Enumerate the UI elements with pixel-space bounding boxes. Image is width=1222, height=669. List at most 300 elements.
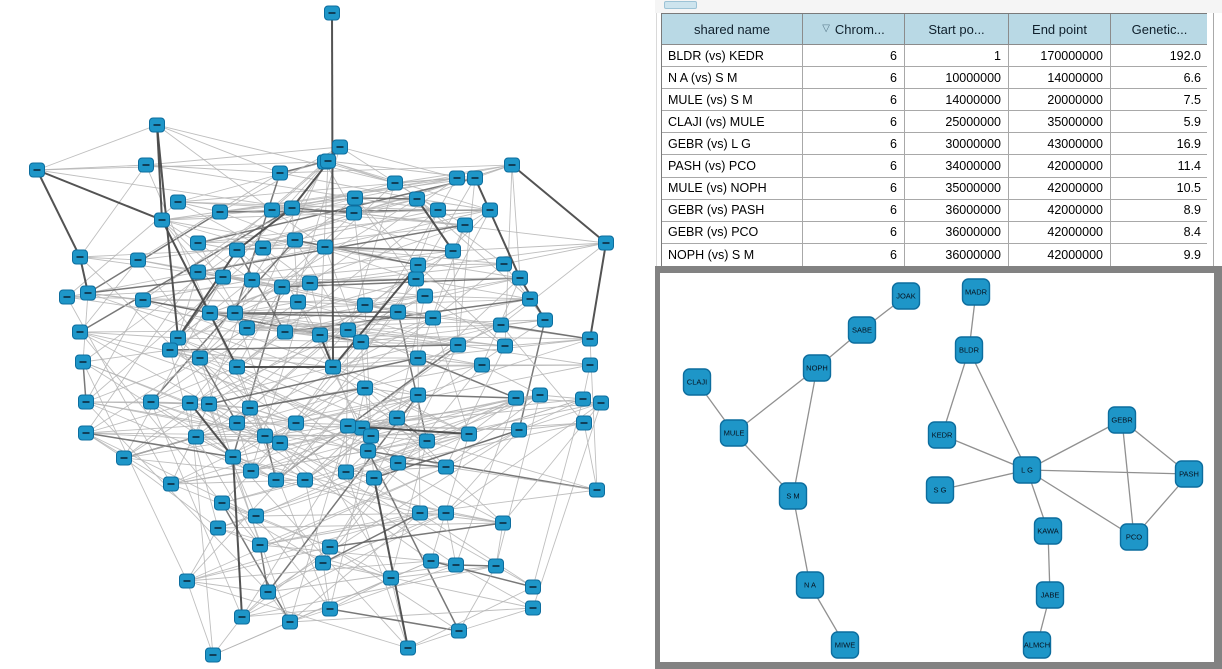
network-node[interactable] bbox=[30, 163, 45, 177]
node-label bbox=[307, 282, 314, 284]
node-label bbox=[230, 456, 237, 458]
node-label bbox=[327, 546, 334, 548]
node-label: PASH bbox=[1179, 469, 1199, 479]
node-label bbox=[317, 334, 324, 336]
subnetwork-panel bbox=[655, 266, 1222, 669]
node-label bbox=[598, 402, 605, 404]
network-node[interactable] bbox=[243, 401, 258, 415]
node-label bbox=[493, 565, 500, 567]
network-node[interactable] bbox=[144, 395, 159, 409]
table-cell[interactable]: 6 bbox=[803, 67, 905, 89]
node-label bbox=[405, 647, 412, 649]
network-node[interactable] bbox=[452, 624, 467, 638]
network-node[interactable] bbox=[275, 280, 290, 294]
node-label bbox=[219, 502, 226, 504]
network-node[interactable] bbox=[278, 325, 293, 339]
network-node[interactable] bbox=[298, 473, 313, 487]
node-label bbox=[509, 164, 516, 166]
network-node-GEBR[interactable] bbox=[1109, 407, 1136, 433]
node-label bbox=[293, 422, 300, 424]
subnetwork-canvas-wrap bbox=[660, 273, 1214, 662]
node-label bbox=[282, 331, 289, 333]
network-node[interactable] bbox=[526, 580, 541, 594]
network-node[interactable] bbox=[468, 171, 483, 185]
node-label bbox=[530, 586, 537, 588]
node-label bbox=[148, 401, 155, 403]
table-cell[interactable]: 11.4 bbox=[1111, 155, 1208, 177]
network-node[interactable] bbox=[439, 460, 454, 474]
node-label bbox=[184, 580, 191, 582]
network-node[interactable] bbox=[367, 471, 382, 485]
network-node[interactable] bbox=[577, 416, 592, 430]
node-label bbox=[415, 394, 422, 396]
network-node[interactable] bbox=[136, 293, 151, 307]
network-node[interactable] bbox=[450, 171, 465, 185]
network-node-KEDR[interactable] bbox=[929, 422, 956, 448]
network-node[interactable] bbox=[139, 158, 154, 172]
table-cell[interactable]: 10000000 bbox=[905, 67, 1009, 89]
network-node[interactable] bbox=[269, 473, 284, 487]
network-node[interactable] bbox=[79, 395, 94, 409]
network-node[interactable] bbox=[411, 351, 426, 365]
network-node[interactable] bbox=[513, 271, 528, 285]
node-label bbox=[292, 239, 299, 241]
node-label bbox=[140, 299, 147, 301]
table-cell[interactable]: 192.0 bbox=[1111, 45, 1208, 67]
table-cell[interactable]: 36000000 bbox=[905, 200, 1009, 222]
gutter-line bbox=[1213, 13, 1214, 266]
node-label bbox=[587, 338, 594, 340]
table-cell[interactable]: N A (vs) S M bbox=[662, 67, 803, 89]
network-node[interactable] bbox=[183, 396, 198, 410]
table-cell[interactable]: 8.9 bbox=[1111, 200, 1208, 222]
network-node[interactable] bbox=[446, 244, 461, 258]
network-node-JOAK[interactable] bbox=[893, 283, 920, 309]
node-label: ALMCH bbox=[1023, 640, 1051, 650]
table-cell[interactable]: 6 bbox=[803, 133, 905, 155]
network-edge-BLDR-L G[interactable] bbox=[969, 350, 1027, 470]
table-cell[interactable]: 36000000 bbox=[905, 222, 1009, 244]
node-label bbox=[345, 425, 352, 427]
network-node[interactable] bbox=[60, 290, 75, 304]
node-label bbox=[537, 394, 544, 396]
network-node-BLDR[interactable] bbox=[956, 337, 983, 363]
network-node[interactable] bbox=[325, 6, 340, 20]
network-node[interactable] bbox=[451, 338, 466, 352]
network-node[interactable] bbox=[526, 601, 541, 615]
node-label bbox=[257, 544, 264, 546]
node-label bbox=[77, 331, 84, 333]
table-cell[interactable]: 42000000 bbox=[1009, 244, 1111, 266]
network-node[interactable] bbox=[253, 538, 268, 552]
network-node[interactable] bbox=[594, 396, 609, 410]
network-node[interactable] bbox=[358, 381, 373, 395]
network-node[interactable] bbox=[333, 140, 348, 154]
node-label bbox=[269, 209, 276, 211]
network-node[interactable] bbox=[150, 118, 165, 132]
network-node[interactable] bbox=[358, 298, 373, 312]
network-node-MIWE[interactable] bbox=[832, 632, 859, 658]
table-cell[interactable]: 6 bbox=[803, 178, 905, 200]
table-cell[interactable]: 35000000 bbox=[1009, 111, 1111, 133]
network-node[interactable] bbox=[211, 521, 226, 535]
network-node[interactable] bbox=[354, 335, 369, 349]
node-label bbox=[413, 278, 420, 280]
node-label bbox=[168, 483, 175, 485]
table-cell[interactable]: 16.9 bbox=[1111, 133, 1208, 155]
network-node[interactable] bbox=[313, 328, 328, 342]
network-node[interactable] bbox=[323, 602, 338, 616]
network-node[interactable] bbox=[341, 323, 356, 337]
network-node[interactable] bbox=[576, 392, 591, 406]
network-node[interactable] bbox=[523, 292, 538, 306]
table-cell[interactable]: 8.4 bbox=[1111, 222, 1208, 244]
table-cell[interactable]: 5.9 bbox=[1111, 111, 1208, 133]
network-edge-NOPH-S M[interactable] bbox=[793, 368, 817, 496]
network-node[interactable] bbox=[497, 257, 512, 271]
network-node[interactable] bbox=[203, 306, 218, 320]
table-cell[interactable]: 6 bbox=[803, 222, 905, 244]
network-node-PASH[interactable] bbox=[1176, 461, 1203, 487]
network-node[interactable] bbox=[258, 429, 273, 443]
table-cell[interactable]: GEBR (vs) L G bbox=[662, 133, 803, 155]
table-cell[interactable]: 9.9 bbox=[1111, 244, 1208, 266]
network-node[interactable] bbox=[462, 427, 477, 441]
network-node[interactable] bbox=[73, 325, 88, 339]
network-edge-bold bbox=[590, 243, 606, 339]
network-node[interactable] bbox=[261, 585, 276, 599]
network-node[interactable] bbox=[599, 236, 614, 250]
column-header-start-po-[interactable] bbox=[905, 14, 1009, 45]
network-node-S-G[interactable] bbox=[927, 477, 954, 503]
table-cell[interactable]: 42000000 bbox=[1009, 200, 1111, 222]
node-label: S M bbox=[786, 491, 800, 501]
network-node[interactable] bbox=[420, 434, 435, 448]
network-node[interactable] bbox=[489, 559, 504, 573]
node-label bbox=[530, 607, 537, 609]
network-node-JABE[interactable] bbox=[1037, 582, 1064, 608]
node-label bbox=[80, 361, 87, 363]
column-header-end-point[interactable] bbox=[1009, 14, 1111, 45]
table-cell[interactable]: 20000000 bbox=[1009, 89, 1111, 111]
node-label bbox=[220, 276, 227, 278]
network-node[interactable] bbox=[193, 351, 208, 365]
network-edge bbox=[124, 458, 218, 528]
network-node[interactable] bbox=[79, 426, 94, 440]
table-cell[interactable]: 42000000 bbox=[1009, 155, 1111, 177]
node-label bbox=[260, 247, 267, 249]
network-node[interactable] bbox=[256, 241, 271, 255]
node-label: PCO bbox=[1125, 532, 1143, 542]
node-label bbox=[64, 296, 71, 298]
table-cell[interactable]: 14000000 bbox=[905, 89, 1009, 111]
subnetwork-canvas[interactable] bbox=[660, 273, 1214, 662]
table-body bbox=[662, 45, 1206, 266]
network-node[interactable] bbox=[288, 233, 303, 247]
network-node[interactable] bbox=[191, 265, 206, 279]
table-cell[interactable]: 10.5 bbox=[1111, 178, 1208, 200]
network-node[interactable] bbox=[240, 321, 255, 335]
table-cell[interactable]: PASH (vs) PCO bbox=[662, 155, 803, 177]
network-node[interactable] bbox=[583, 358, 598, 372]
network-node[interactable] bbox=[458, 218, 473, 232]
network-node[interactable] bbox=[213, 205, 228, 219]
node-label bbox=[587, 364, 594, 366]
network-node-S-M[interactable] bbox=[780, 483, 807, 509]
network-node[interactable] bbox=[409, 272, 424, 286]
network-node[interactable] bbox=[439, 506, 454, 520]
node-label bbox=[234, 366, 241, 368]
table-header-row bbox=[662, 14, 1206, 45]
network-node[interactable] bbox=[533, 388, 548, 402]
sort-descending-icon: ▽ bbox=[822, 23, 830, 34]
node-label bbox=[85, 292, 92, 294]
network-node[interactable] bbox=[273, 436, 288, 450]
column-header-chrom-[interactable] bbox=[803, 14, 905, 45]
network-node[interactable] bbox=[230, 416, 245, 430]
network-node[interactable] bbox=[206, 648, 221, 662]
network-edge-L G-GEBR[interactable] bbox=[1027, 420, 1122, 470]
network-node[interactable] bbox=[391, 305, 406, 319]
node-label: SABE bbox=[851, 325, 873, 335]
network-node[interactable] bbox=[339, 465, 354, 479]
network-node-MADR[interactable] bbox=[963, 279, 990, 305]
network-edge bbox=[408, 587, 533, 648]
network-node[interactable] bbox=[498, 339, 513, 353]
node-label: MIWE bbox=[834, 640, 856, 650]
network-node[interactable] bbox=[155, 213, 170, 227]
table-cell[interactable]: CLAJI (vs) MULE bbox=[662, 111, 803, 133]
network-node[interactable] bbox=[401, 641, 416, 655]
network-node[interactable] bbox=[171, 195, 186, 209]
network-node[interactable] bbox=[180, 574, 195, 588]
network-node[interactable] bbox=[230, 360, 245, 374]
node-label bbox=[210, 654, 217, 656]
network-node-PCO[interactable] bbox=[1121, 524, 1148, 550]
node-label: N A bbox=[803, 580, 817, 590]
table-cell[interactable]: 6 bbox=[803, 200, 905, 222]
table-cell[interactable]: 36000000 bbox=[905, 244, 1009, 266]
table-cell[interactable]: GEBR (vs) PCO bbox=[662, 222, 803, 244]
network-node[interactable] bbox=[273, 166, 288, 180]
network-node-KAWA[interactable] bbox=[1035, 518, 1062, 544]
network-edge bbox=[446, 467, 597, 490]
network-node[interactable] bbox=[384, 571, 399, 585]
network-node-CLAJI[interactable] bbox=[684, 369, 711, 395]
network-node-MULE[interactable] bbox=[721, 420, 748, 446]
node-label bbox=[277, 172, 284, 174]
table-cell[interactable]: 6 bbox=[803, 45, 905, 67]
network-node[interactable] bbox=[411, 388, 426, 402]
panel-separator bbox=[656, 0, 657, 266]
network-edge-bold bbox=[37, 170, 162, 220]
column-header-label: Start po... bbox=[928, 21, 985, 37]
node-label bbox=[394, 417, 401, 419]
node-label bbox=[498, 324, 505, 326]
network-node[interactable] bbox=[73, 250, 88, 264]
network-edge-GEBR-PCO[interactable] bbox=[1122, 420, 1134, 537]
table-cell[interactable]: 6 bbox=[803, 111, 905, 133]
table-cell[interactable]: 42000000 bbox=[1009, 222, 1111, 244]
table-cell[interactable]: 25000000 bbox=[905, 111, 1009, 133]
table-cell[interactable]: 30000000 bbox=[905, 133, 1009, 155]
table-cell[interactable]: 170000000 bbox=[1009, 45, 1111, 67]
network-edge bbox=[187, 581, 408, 648]
network-node[interactable] bbox=[245, 273, 260, 287]
column-header-label: Genetic... bbox=[1131, 21, 1188, 37]
network-node[interactable] bbox=[189, 430, 204, 444]
table-cell[interactable]: 43000000 bbox=[1009, 133, 1111, 155]
network-node[interactable] bbox=[388, 176, 403, 190]
network-node[interactable] bbox=[496, 516, 511, 530]
network-edge-bold bbox=[37, 170, 80, 257]
table-cell[interactable]: BLDR (vs) KEDR bbox=[662, 45, 803, 67]
network-node[interactable] bbox=[265, 203, 280, 217]
table-cell[interactable]: 6 bbox=[803, 244, 905, 266]
table-cell[interactable]: 6.6 bbox=[1111, 67, 1208, 89]
node-label bbox=[193, 436, 200, 438]
network-node-NOPH[interactable] bbox=[804, 355, 831, 381]
network-node[interactable] bbox=[289, 416, 304, 430]
network-node[interactable] bbox=[413, 506, 428, 520]
scrollbar-thumb[interactable] bbox=[664, 1, 697, 9]
network-node-ALMCH[interactable] bbox=[1024, 632, 1051, 658]
network-node[interactable] bbox=[81, 286, 96, 300]
network-node[interactable] bbox=[475, 358, 490, 372]
node-label: GEBR bbox=[1111, 415, 1133, 425]
node-label bbox=[395, 311, 402, 313]
table-cell[interactable]: 14000000 bbox=[1009, 67, 1111, 89]
table-cell[interactable]: 35000000 bbox=[905, 178, 1009, 200]
node-label bbox=[195, 242, 202, 244]
network-node-N-A[interactable] bbox=[797, 572, 824, 598]
table-cell[interactable]: MULE (vs) S M bbox=[662, 89, 803, 111]
network-node[interactable] bbox=[283, 615, 298, 629]
node-label bbox=[502, 345, 509, 347]
network-node[interactable] bbox=[483, 203, 498, 217]
network-node[interactable] bbox=[326, 360, 341, 374]
node-label bbox=[244, 327, 251, 329]
network-node[interactable] bbox=[361, 444, 376, 458]
network-node[interactable] bbox=[509, 391, 524, 405]
network-node[interactable] bbox=[249, 509, 264, 523]
network-edge-bold bbox=[332, 13, 333, 367]
network-node[interactable] bbox=[226, 450, 241, 464]
network-node[interactable] bbox=[285, 201, 300, 215]
column-header-genetic-[interactable] bbox=[1111, 14, 1208, 45]
table-top-scrollbar[interactable] bbox=[655, 0, 1222, 13]
network-node[interactable] bbox=[318, 240, 333, 254]
node-label bbox=[345, 329, 352, 331]
network-node[interactable] bbox=[431, 203, 446, 217]
table-cell[interactable]: 34000000 bbox=[905, 155, 1009, 177]
network-node[interactable] bbox=[291, 295, 306, 309]
network-node[interactable] bbox=[303, 276, 318, 290]
network-node[interactable] bbox=[512, 423, 527, 437]
network-node-L-G[interactable] bbox=[1014, 457, 1041, 483]
node-label bbox=[414, 198, 421, 200]
network-node[interactable] bbox=[164, 477, 179, 491]
table-cell[interactable]: 1 bbox=[905, 45, 1009, 67]
node-label bbox=[417, 512, 424, 514]
network-node[interactable] bbox=[583, 332, 598, 346]
network-node[interactable] bbox=[449, 558, 464, 572]
node-label bbox=[371, 477, 378, 479]
node-label bbox=[392, 182, 399, 184]
column-header-label: shared name bbox=[694, 21, 770, 37]
node-label bbox=[501, 263, 508, 265]
network-node[interactable] bbox=[202, 397, 217, 411]
network-node[interactable] bbox=[494, 318, 509, 332]
column-header-shared-name[interactable] bbox=[662, 14, 803, 45]
network-node[interactable] bbox=[411, 258, 426, 272]
network-node[interactable] bbox=[191, 236, 206, 250]
table-cell[interactable]: 6 bbox=[803, 155, 905, 177]
node-label bbox=[517, 277, 524, 279]
network-node[interactable] bbox=[316, 556, 331, 570]
network-node[interactable] bbox=[235, 610, 250, 624]
network-node[interactable] bbox=[410, 192, 425, 206]
network-node[interactable] bbox=[505, 158, 520, 172]
network-node[interactable] bbox=[244, 464, 259, 478]
table-cell[interactable]: 7.5 bbox=[1111, 89, 1208, 111]
network-edge bbox=[355, 198, 417, 199]
network-node[interactable] bbox=[163, 343, 178, 357]
node-label: S G bbox=[933, 485, 947, 495]
network-edge-L G-PASH[interactable] bbox=[1027, 470, 1189, 474]
network-node[interactable] bbox=[390, 411, 405, 425]
table-cell[interactable]: NOPH (vs) S M bbox=[662, 244, 803, 266]
network-node[interactable] bbox=[418, 289, 433, 303]
network-edge bbox=[268, 565, 456, 592]
network-edge bbox=[418, 358, 516, 398]
node-label: MADR bbox=[964, 287, 988, 297]
network-node[interactable] bbox=[364, 429, 379, 443]
network-node[interactable] bbox=[347, 206, 362, 220]
network-node[interactable] bbox=[424, 554, 439, 568]
network-node[interactable] bbox=[341, 419, 356, 433]
node-label bbox=[135, 259, 142, 261]
network-node[interactable] bbox=[117, 451, 132, 465]
network-node[interactable] bbox=[230, 243, 245, 257]
table-cell[interactable]: 42000000 bbox=[1009, 178, 1111, 200]
table-cell[interactable]: MULE (vs) NOPH bbox=[662, 178, 803, 200]
node-label bbox=[217, 211, 224, 213]
node-label bbox=[415, 264, 422, 266]
network-node[interactable] bbox=[590, 483, 605, 497]
node-label bbox=[443, 512, 450, 514]
network-node[interactable] bbox=[131, 253, 146, 267]
network-node[interactable] bbox=[323, 540, 338, 554]
network-node[interactable] bbox=[426, 311, 441, 325]
network-node[interactable] bbox=[348, 191, 363, 205]
network-node[interactable] bbox=[76, 355, 91, 369]
network-node[interactable] bbox=[216, 270, 231, 284]
network-node[interactable] bbox=[228, 306, 243, 320]
network-node-SABE[interactable] bbox=[849, 317, 876, 343]
network-node[interactable] bbox=[538, 313, 553, 327]
node-label bbox=[466, 433, 473, 435]
network-node[interactable] bbox=[391, 456, 406, 470]
node-label bbox=[351, 212, 358, 214]
network-node[interactable] bbox=[321, 154, 336, 168]
node-label bbox=[175, 201, 182, 203]
node-label bbox=[542, 319, 549, 321]
table-cell[interactable]: GEBR (vs) PASH bbox=[662, 200, 803, 222]
network-node[interactable] bbox=[215, 496, 230, 510]
node-label bbox=[454, 177, 461, 179]
table-cell[interactable]: 6 bbox=[803, 89, 905, 111]
